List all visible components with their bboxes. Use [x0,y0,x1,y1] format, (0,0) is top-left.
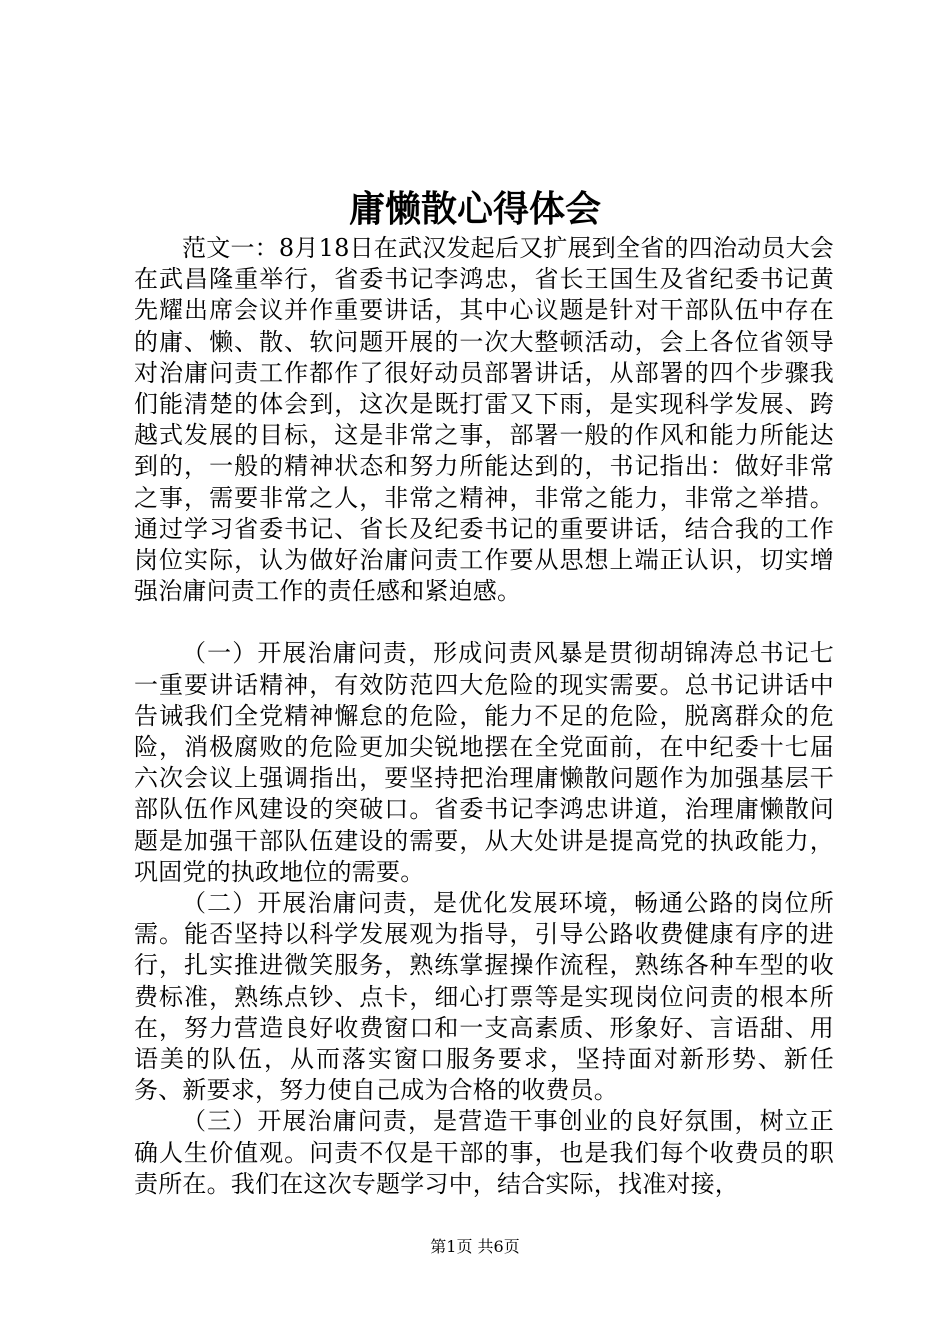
paragraph-intro: 范文一：8月18日在武汉发起后又扩展到全省的四治动员大会在武昌隆重举行，省委书记李鸿忠，省长王国生及省纪委书记黄先耀出席会议并作重要讲话，其中心议题是针对干部队伍中存在的庸、懒、散、软问题开展的一次大整顿活动，会上各位省领导对治庸问责工作都作了很好动员部署讲话，从部署的四个步骤我们能清楚的体会到，这次是既打雷又下雨，是实现科学发展、跨越式发展的目标，这是非常之事，部署一般的作风和能力所能达到的，一般的精神状态和努力所能达到的，书记指出：做好非常之事，需要非常之人，非常之精神，非常之能力，非常之举措。通过学习省委书记、省长及纪委书记的重要讲话，结合我的工作岗位实际，认为做好治庸问责工作要从思想上端正认识，切实增强治庸问责工作的责任感和紧迫感。 [134,234,834,606]
page-number-footer: 第1页 共6页 [430,1237,520,1256]
paragraph-section-2: （二）开展治庸问责，是优化发展环境，畅通公路的岗位所需。能否坚持以科学发展观为指导，引导公路收费健康有序的进行，扎实推进微笑服务，熟练掌握操作流程，熟练各种车型的收费标准，熟练点钞、点卡，细心打票等是实现岗位问责的根本所在，努力营造良好收费窗口和一支高素质、形象好、言语甜、用语美的队伍，从而落实窗口服务要求，坚持面对新形势、新任务、新要求，努力使自己成为合格的收费员。 [134,889,834,1105]
paragraph-spacer [134,607,834,638]
document-body [134,233,834,1200]
paragraph-section-3: （三）开展治庸问责，是营造干事创业的良好氛围，树立正确人生价值观。问责不仅是干部的事，也是我们每个收费员的职责所在。我们在这次专题学习中，结合实际，找准对接， [134,1107,834,1198]
document-title: 庸懒散心得体会 [348,188,601,230]
paragraph-section-1: （一）开展治庸问责，形成问责风暴是贯彻胡锦涛总书记七一重要讲话精神，有效防范四大危险的现实需要。总书记讲话中告诫我们全党精神懈怠的危险，能力不足的危险，脱离群众的危险，消极腐败的危险更加尖锐地摆在全党面前，在中纪委十七届六次会议上强调指出，要坚持把治理庸懒散问题作为加强基层干部队伍作风建设的突破口。省委书记李鸿忠讲道，治理庸懒散问题是加强干部队伍建设的需要，从大处讲是提高党的执政能力，巩固党的执政地位的需要。 [134,639,834,886]
